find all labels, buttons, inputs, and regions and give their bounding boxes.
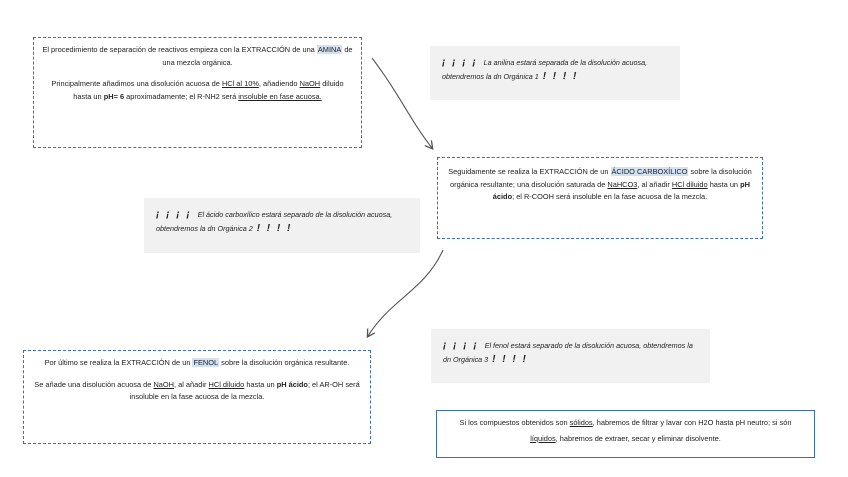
note-organica-1: ¡ ¡ ¡ ¡ La anilina estará separada de la disolución acuosa, obtendremos la dn Orgánica 1 ! ! ! ! <box>430 46 680 100</box>
step2-acido-box: Seguidamente se realiza la EXTRACCIÓN de un ÁCIDO CARBOXÍLICO sobre la disolución orgánica resultante; una disolución saturada de NaHCO3, al añadir HCl diluido hasta un pH ácido; el R-COOH será insoluble en la fase acuosa de la mezcla. <box>437 157 763 239</box>
step1-amina-box <box>33 37 362 148</box>
amina-highlight: AMINA <box>317 45 342 54</box>
step3-intro: Por último se realiza la EXTRACCIÓN de un FENOL sobre la disolución orgánica resultante. <box>44 358 350 367</box>
step1-intro: El procedimiento de separación de reactivos empieza con la EXTRACCIÓN de una AMINA de una mezcla orgánica. <box>42 45 353 67</box>
final-instructions-box: Si los compuestos obtenidos son sólidos, habremos de filtrar y lavar con H2O hasta pH neutro; si són líquidos, habremos de extraer, secar y eliminar disolvente. <box>436 410 815 458</box>
fenol-highlight: FENOL <box>193 358 219 367</box>
step3-procedure: Se añade una disolución acuosa de NaOH, al añadir HCl diluido hasta un pH ácido; el AR-OH será insoluble en la fase acuosa de la mezcla. <box>34 379 360 401</box>
acido-highlight: ÁCIDO CARBOXÍLICO <box>611 167 688 176</box>
step1-procedure: Principalmente añadimos una disolución acuosa de HCl al 10%, añadiendo NaOH diluido hasta un pH= 6 aproximadamente; el R-NH2 será insoluble en fase acuosa. <box>51 79 344 101</box>
arrow-1 <box>372 58 432 148</box>
note-organica-2: ¡ ¡ ¡ ¡ El ácido carboxílico estará separado de la disolución acuosa, obtendremos la dn Orgánica 2 ! ! ! ! <box>144 198 420 253</box>
arrow-2 <box>368 250 443 336</box>
step3-fenol-box <box>23 350 371 444</box>
note-organica-3: ¡ ¡ ¡ ¡ El fenol estará separado de la disolución acuosa, obtendremos la dn Orgánica 3 ! ! ! ! <box>431 329 710 383</box>
